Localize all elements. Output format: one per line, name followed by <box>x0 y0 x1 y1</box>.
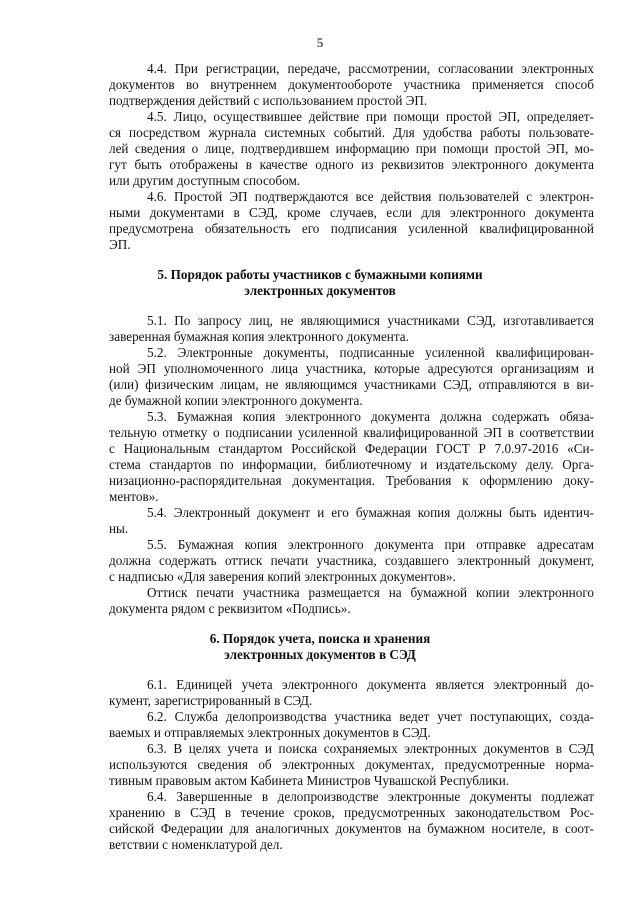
paragraph-4-6-line: предусмотрена обязательность его подписания усиленной квалифицированной <box>109 221 594 236</box>
paragraph-6-3-line: 6.3. В целях учета и поиска сохраняемых электронных документов в СЭД <box>147 741 594 756</box>
paragraph-4-5-line: гут быть отображены в качестве одного из реквизитов электронного документа <box>109 157 594 172</box>
paragraph-5-5-line: с надписью «Для заверения копий электронных документов». <box>109 569 456 584</box>
paragraph-6-4-line: хранению в СЭД в течение сроков, предусмотренных законодательством Рос- <box>109 805 594 820</box>
paragraph-5-2-line: (или) физическим лицам, не являющимся участниками СЭД, отправляются в ви- <box>109 377 594 392</box>
paragraph-5-3-line: стема стандартов по информации, библиотечному и издательскому делу. Орга- <box>109 457 594 472</box>
paragraph-5-5-line: должна содержать оттиск печати участника, создавшего электронный документ, <box>109 553 594 568</box>
section-5-heading: электронных документов <box>244 283 396 298</box>
section-5-heading: 5. Порядок работы участников с бумажными копиями <box>157 267 483 282</box>
paragraph-5-5-stamp-line: документа рядом с реквизитом «Подпись». <box>109 601 351 616</box>
paragraph-4-6-line: ными документами в СЭД, кроме случаев, если для электронного документа <box>109 205 594 220</box>
paragraph-4-5-line: лей сведения о лице, подтвердившем информацию при помощи простой ЭП, мо- <box>109 141 594 156</box>
paragraph-4-6-line: ЭП. <box>109 237 131 252</box>
paragraph-6-4-line: 6.4. Завершенные в делопроизводстве электронные документы подлежат <box>147 789 594 804</box>
paragraph-5-5-stamp-line: Оттиск печати участника размещается на бумажной копии электронного <box>147 585 594 600</box>
section-6-heading: электронных документов в СЭД <box>224 647 416 662</box>
paragraph-5-5-line: 5.5. Бумажная копия электронного документа при отправке адресатам <box>147 537 594 552</box>
paragraph-4-5-line: 4.5. Лицо, осуществившее действие при помощи простой ЭП, определяет- <box>147 109 594 124</box>
paragraph-6-4-line: ветствии с номенклатурой дел. <box>109 837 283 852</box>
paragraph-4-4-line: подтверждения действий с использованием простой ЭП. <box>109 93 428 108</box>
paragraph-6-3-line: используются сведения об электронных документах, предусмотренные норма- <box>109 757 594 772</box>
paragraph-5-1-line: 5.1. По запросу лиц, не являющимися участниками СЭД, изготавливается <box>147 313 594 328</box>
paragraph-5-2-line: ной ЭП уполномоченного лица участника, которые адресуются организациям и <box>109 361 594 376</box>
paragraph-6-4-line: сийской Федерации для аналогичных документов на бумажном носителе, в соот- <box>109 821 594 836</box>
page-number: 5 <box>316 35 324 50</box>
paragraph-5-3-line: 5.3. Бумажная копия электронного документа должна содержать обяза- <box>147 409 594 424</box>
paragraph-5-3-line: ментов». <box>109 489 159 504</box>
paragraph-5-2-line: де бумажной копии электронного документа. <box>109 393 363 408</box>
paragraph-5-4-line: ны. <box>109 521 129 536</box>
paragraph-4-5-line: ся посредством журнала системных событий. Для удобства работы пользовате- <box>109 125 594 140</box>
paragraph-6-1-line: 6.1. Единицей учета электронного документа является электронный до- <box>147 677 594 692</box>
paragraph-5-2-line: 5.2. Электронные документы, подписанные усиленной квалифицирован- <box>147 345 594 360</box>
paragraph-6-2-line: ваемых и отправляемых электронных документов в СЭД. <box>109 725 431 740</box>
paragraph-6-2-line: 6.2. Служба делопроизводства участника ведет учет поступающих, созда- <box>147 709 594 724</box>
paragraph-4-5-line: или другим доступным способом. <box>109 173 301 188</box>
paragraph-4-4-line: документов во внутреннем документообороте участника применяется способ <box>109 77 594 92</box>
paragraph-6-1-line: кумент, зарегистрированный в СЭД. <box>109 693 313 708</box>
paragraph-5-3-line: тельную отметку о подписании усиленной квалифицированной ЭП в соответствии <box>109 425 594 440</box>
paragraph-4-4-line: 4.4. При регистрации, передаче, рассмотрении, согласовании электронных <box>147 61 594 76</box>
paragraph-5-3-line: с Национальным стандартом Российской Федерации ГОСТ Р 7.0.97-2016 «Си- <box>109 441 594 456</box>
section-6-heading: 6. Порядок учета, поиска и хранения <box>209 631 431 646</box>
paragraph-5-1-line: заверенная бумажная копия электронного документа. <box>109 329 409 344</box>
paragraph-5-4-line: 5.4. Электронный документ и его бумажная копия должны быть идентич- <box>147 505 594 520</box>
paragraph-4-6-line: 4.6. Простой ЭП подтверждаются все действия пользователей с электрон- <box>147 189 594 204</box>
paragraph-5-3-line: низационно-распорядительная документация. Требования к оформлению доку- <box>109 473 594 488</box>
paragraph-6-3-line: тивным правовым актом Кабинета Министров Чувашской Республики. <box>109 773 510 788</box>
